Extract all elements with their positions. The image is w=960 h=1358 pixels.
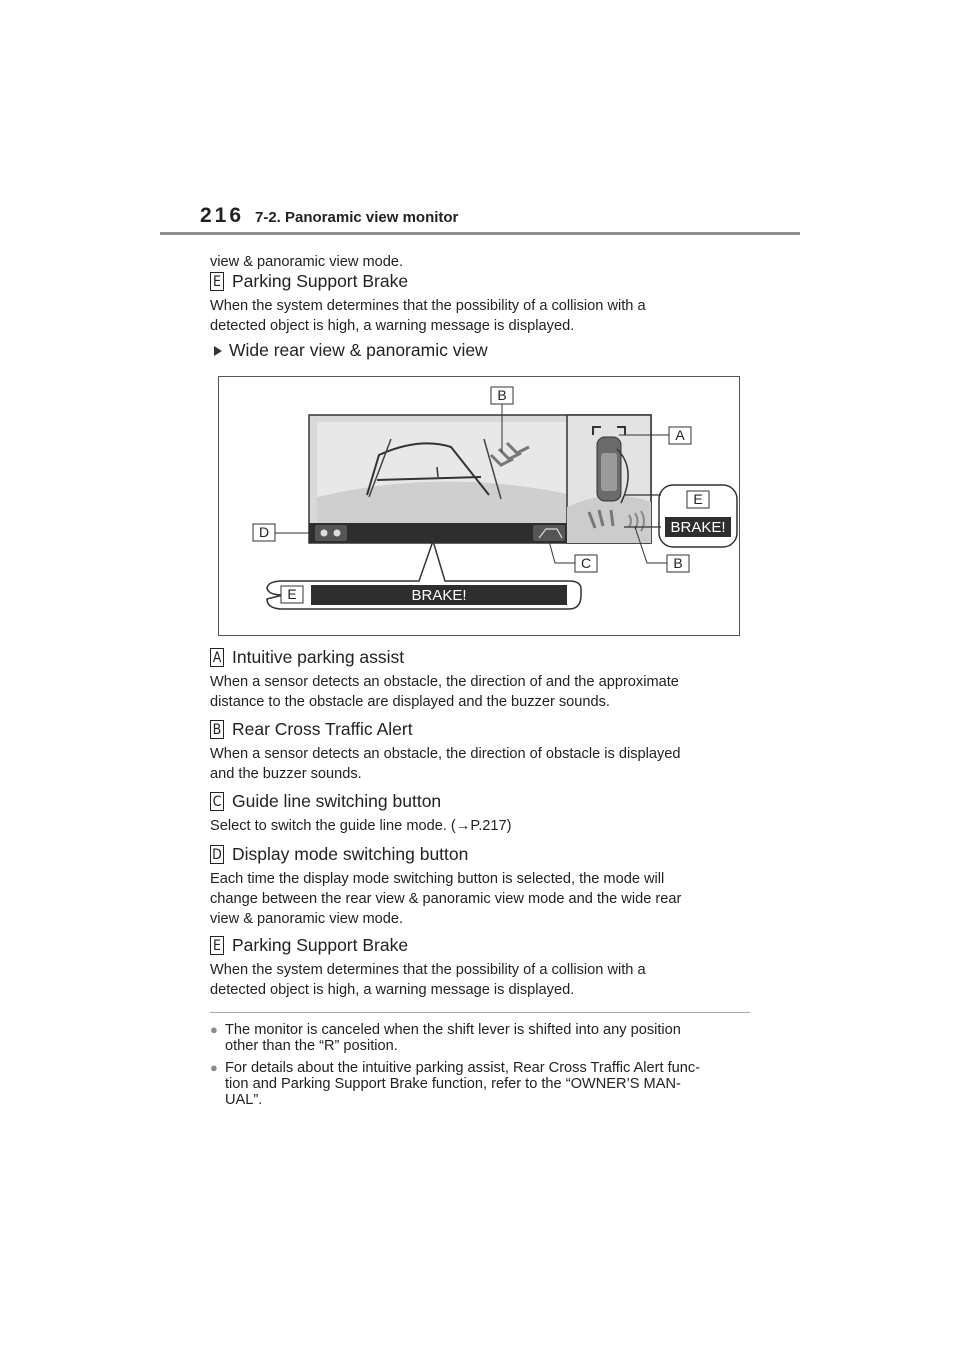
- circle-bullet-icon: ●: [210, 1060, 218, 1075]
- item-body-line: and the buzzer sounds.: [210, 766, 362, 782]
- monitor-figure: [218, 376, 740, 636]
- circle-bullet-icon: ●: [210, 1022, 218, 1037]
- brake-warning-small-text: BRAKE!: [670, 519, 726, 536]
- display-mode-icon: [321, 530, 328, 537]
- car-roof: [601, 453, 617, 491]
- key-badge: E: [210, 272, 224, 291]
- item-c: [210, 791, 770, 836]
- note-item: [210, 1022, 755, 1054]
- callout-b-top-label: B: [497, 387, 507, 403]
- page-number: 216: [200, 204, 245, 227]
- item-body-line: Each time the display mode switching button is selected, the mode will: [210, 871, 665, 887]
- monitor-illustration: [219, 377, 741, 637]
- key-badge: E: [210, 936, 224, 955]
- key-badge: C: [210, 792, 224, 811]
- item-body-line: detected object is high, a warning message is displayed.: [210, 318, 575, 334]
- note-line: tion and Parking Support Brake function, refer to the “OWNER’S MAN-: [225, 1076, 681, 1092]
- display-mode-button[interactable]: [315, 525, 347, 541]
- subheading-text: Wide rear view & panoramic view: [229, 340, 488, 360]
- item-body-line: detected object is high, a warning message is displayed.: [210, 982, 575, 998]
- item-body-line: Select to switch the guide line mode. (→P.217): [210, 818, 512, 834]
- item-b: [210, 719, 770, 784]
- item-body-line: distance to the obstacle are displayed and the buzzer sounds.: [210, 694, 610, 710]
- intro-text: view & panoramic view mode.: [210, 254, 404, 270]
- note-line: UAL”.: [225, 1092, 263, 1108]
- item-body-line: view & panoramic view mode.: [210, 911, 404, 927]
- key-badge: A: [210, 648, 224, 667]
- callout-b-bottom-label: B: [673, 555, 683, 571]
- item-title: Parking Support Brake: [232, 935, 409, 955]
- section-title: 7-2. Panoramic view monitor: [255, 209, 459, 226]
- item-parking-support-brake-top: [210, 271, 770, 336]
- note-item: [210, 1060, 755, 1108]
- note-line: For details about the intuitive parking assist, Rear Cross Traffic Alert func-: [225, 1060, 701, 1076]
- item-title: Intuitive parking assist: [232, 647, 405, 667]
- item-title: Guide line switching button: [232, 791, 442, 811]
- note-line: The monitor is canceled when the shift lever is shifted into any position: [225, 1022, 681, 1038]
- item-d: [210, 844, 770, 929]
- callout-c-leader: [549, 541, 575, 563]
- guide-line-button[interactable]: [533, 525, 565, 541]
- callout-a-label: A: [675, 427, 685, 443]
- brake-warning-text: BRAKE!: [411, 587, 467, 604]
- item-body-line: change between the rear view & panoramic view mode and the wide rear: [210, 891, 682, 907]
- callout-e-bubble-label: E: [693, 491, 703, 507]
- item-title: Display mode switching button: [232, 844, 469, 864]
- item-body-line: When a sensor detects an obstacle, the direction of obstacle is displayed: [210, 746, 681, 762]
- item-body-line: When the system determines that the possibility of a collision with a: [210, 298, 646, 314]
- guide-tick: [437, 467, 438, 477]
- item-body-line: When a sensor detects an obstacle, the direction of and the approximate: [210, 674, 679, 690]
- item-e: [210, 935, 770, 1000]
- callout-c-label: C: [580, 555, 592, 571]
- note-line: other than the “R” position.: [225, 1038, 398, 1054]
- key-badge: B: [210, 720, 224, 739]
- item-title: Parking Support Brake: [232, 271, 409, 291]
- display-mode-icon-2: [334, 530, 341, 537]
- notes-divider: [210, 1012, 750, 1013]
- header-rule: [160, 232, 800, 235]
- item-a: [210, 647, 770, 712]
- triangle-bullet-icon: [214, 346, 222, 356]
- item-title: Rear Cross Traffic Alert: [232, 719, 413, 739]
- key-badge: D: [210, 845, 224, 864]
- callout-e-bottom-label: E: [287, 586, 297, 602]
- callout-d-label: D: [258, 524, 270, 540]
- subheading: [214, 340, 488, 361]
- item-body-line: When the system determines that the possibility of a collision with a: [210, 962, 646, 978]
